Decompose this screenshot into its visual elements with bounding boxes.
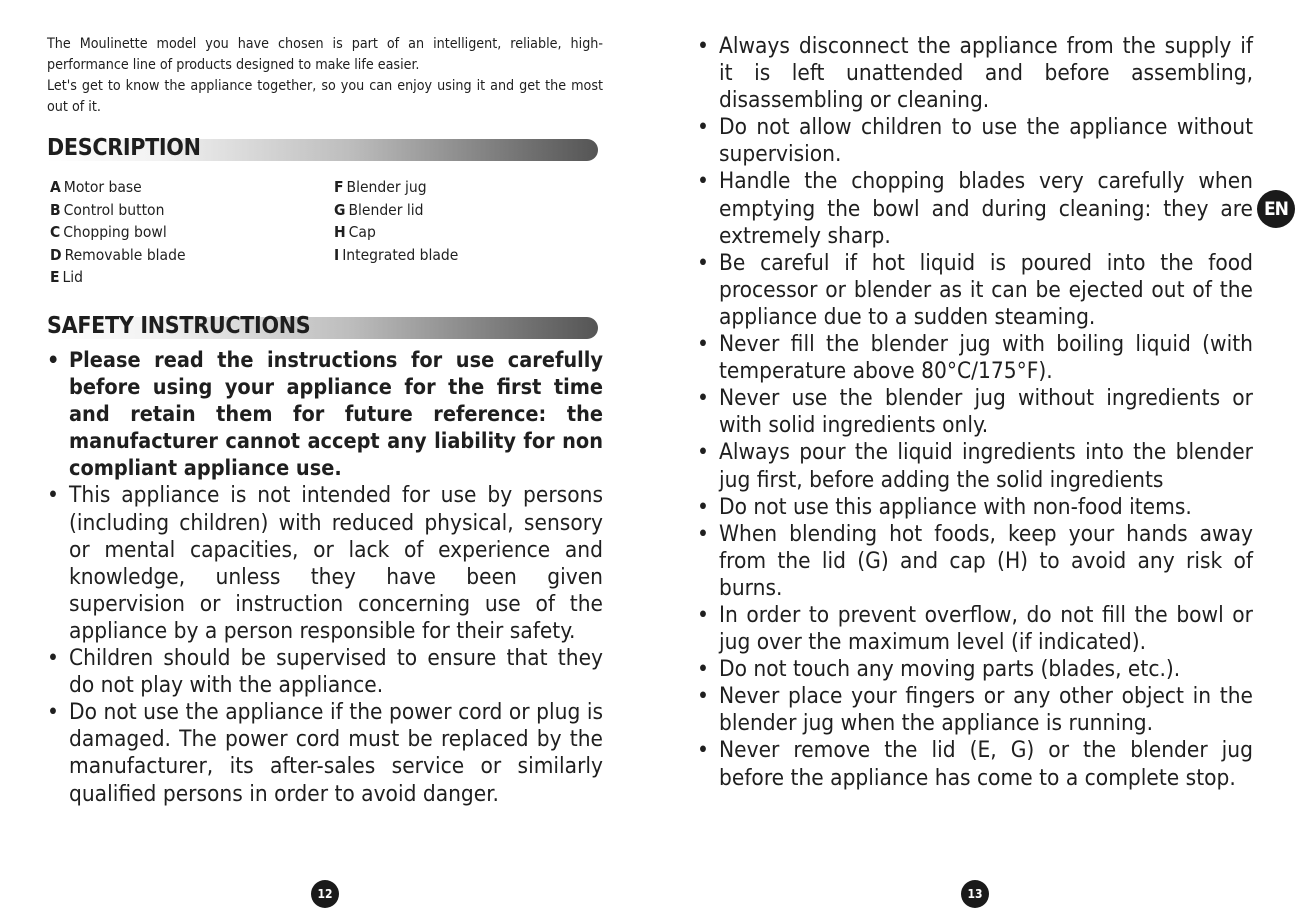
- safety-heading: SAFETY INSTRUCTIONS: [47, 313, 311, 339]
- safety-text: Always pour the liquid ingredients into the blender jug first, before adding the solid ingredients: [719, 439, 1253, 493]
- part-letter: H: [334, 223, 346, 241]
- bullet-dot: •: [697, 520, 709, 547]
- safety-text: Never remove the lid (E, G) or the blender jug before the appliance has come to a complete stop.: [719, 737, 1253, 791]
- safety-text: In order to prevent overflow, do not fill the bowl or jug over the maximum level (if indicated).: [719, 601, 1253, 656]
- part-name: Control button: [63, 200, 165, 219]
- part-letter: I: [334, 245, 340, 264]
- safety-text: Children should be supervised to ensure that they do not play with the appliance.: [69, 645, 603, 699]
- safety-text: Never fill the blender jug with boiling liquid (with temperature above 80°C/175°F).: [719, 331, 1253, 385]
- bullet-dot: •: [697, 737, 709, 764]
- part-item: [50, 176, 142, 199]
- bullet-dot: •: [697, 601, 709, 628]
- safety-item: [697, 656, 1253, 683]
- safety-item: [697, 494, 1253, 521]
- part-item: [334, 221, 376, 244]
- part-item: [334, 176, 427, 199]
- bullet-dot: •: [697, 385, 709, 412]
- bullet-dot: •: [47, 348, 60, 373]
- safety-item: [47, 645, 603, 699]
- page-number-left: 12: [311, 880, 339, 908]
- intro-paragraph-2: Let's get to know the appliance together, so you can enjoy using it and get the most out of it.: [47, 78, 603, 115]
- safety-text: Do not use the appliance if the power cord or plug is damaged. The power cord must be replaced by the manufacturer, its after-sales service or similarly qualified persons in order to avoid danger.: [69, 699, 603, 807]
- description-heading-bar: [47, 135, 598, 161]
- bullet-dot: •: [697, 331, 709, 358]
- part-item: [50, 221, 167, 244]
- intro-text: [47, 34, 603, 118]
- bullet-dot: •: [697, 493, 709, 520]
- part-item: [50, 266, 83, 289]
- part-letter: E: [50, 268, 60, 286]
- part-item: [334, 244, 458, 267]
- safety-text: Please read the instructions for use carefully before using your appliance for the first time and retain them for future reference: the manufacturer cannot accept any liability for non compliant appliance use.: [69, 348, 603, 482]
- part-name: Motor base: [63, 178, 142, 196]
- safety-text: Handle the chopping blades very carefully when emptying the bowl and during cleaning: they are extremely sharp.: [719, 168, 1253, 249]
- part-name: Integrated blade: [342, 245, 459, 264]
- part-item: [50, 199, 164, 222]
- bullet-dot: •: [697, 249, 709, 276]
- safety-item: [697, 250, 1253, 331]
- bullet-dot: •: [697, 683, 709, 710]
- part-letter: D: [50, 245, 62, 264]
- safety-text: Do not allow children to use the appliance without supervision.: [719, 114, 1253, 168]
- safety-item: [697, 168, 1253, 249]
- bullet-dot: •: [697, 114, 709, 141]
- part-letter: A: [50, 178, 61, 196]
- safety-list-left: [47, 347, 603, 808]
- safety-text: Be careful if hot liquid is poured into the food processor or blender as it can be ejected out of the appliance due to a sudden steaming.: [719, 249, 1253, 330]
- safety-item: [697, 33, 1253, 114]
- safety-text: Do not touch any moving parts (blades, etc.).: [719, 656, 1181, 683]
- safety-item: [697, 683, 1253, 737]
- part-name: Blender lid: [348, 200, 424, 219]
- safety-text: Always disconnect the appliance from the supply if it is left unattended and before assembling, disassembling or cleaning.: [719, 33, 1253, 114]
- part-name: Chopping bowl: [63, 223, 167, 241]
- safety-item: [697, 737, 1253, 791]
- part-name: Removable blade: [64, 245, 186, 264]
- safety-item: [697, 114, 1253, 168]
- bullet-dot: •: [47, 645, 59, 672]
- safety-item: [697, 385, 1253, 439]
- part-letter: B: [50, 200, 61, 219]
- language-badge: EN: [1257, 190, 1295, 228]
- page-number-right: 13: [961, 880, 989, 908]
- intro-paragraph-1: The Moulinette model you have chosen is part of an intelligent, reliable, high-performance line of products designed to make life easier.: [47, 36, 603, 73]
- bullet-dot: •: [697, 439, 709, 466]
- bullet-dot: •: [47, 699, 59, 726]
- bullet-dot: •: [697, 168, 709, 195]
- part-name: Lid: [62, 268, 84, 286]
- part-letter: G: [334, 200, 346, 219]
- safety-item: [697, 521, 1253, 602]
- safety-text: When blending hot foods, keep your hands away from the lid (G) and cap (H) to avoid any risk of burns.: [719, 520, 1253, 601]
- safety-list-right: [697, 33, 1253, 792]
- safety-text: Never use the blender jug without ingredients or with solid ingredients only.: [719, 385, 1253, 439]
- safety-item: [47, 347, 603, 482]
- safety-item: [47, 699, 603, 807]
- safety-text: This appliance is not intended for use by persons (including children) with reduced physical, sensory or mental capacities, or lack of experience and knowledge, unless they have been given supervision or instruction concerning use of the appliance by a person responsible for their safety.: [69, 482, 603, 644]
- part-name: Cap: [348, 223, 376, 241]
- bullet-dot: •: [697, 656, 709, 683]
- safety-text: Never place your fingers or any other object in the blender jug when the appliance is running.: [719, 683, 1253, 737]
- description-heading: DESCRIPTION: [47, 135, 201, 161]
- safety-item: [47, 482, 603, 645]
- safety-item: [697, 602, 1253, 656]
- part-item: [334, 199, 424, 222]
- part-item: [50, 244, 186, 267]
- bullet-dot: •: [697, 33, 709, 59]
- part-name: Blender jug: [346, 178, 427, 196]
- part-letter: C: [50, 223, 61, 241]
- safety-heading-bar: [47, 313, 598, 339]
- safety-text: Do not use this appliance with non-food items.: [719, 493, 1192, 520]
- safety-item: [697, 439, 1253, 493]
- safety-item: [697, 331, 1253, 385]
- bullet-dot: •: [47, 482, 59, 509]
- part-letter: F: [334, 178, 344, 196]
